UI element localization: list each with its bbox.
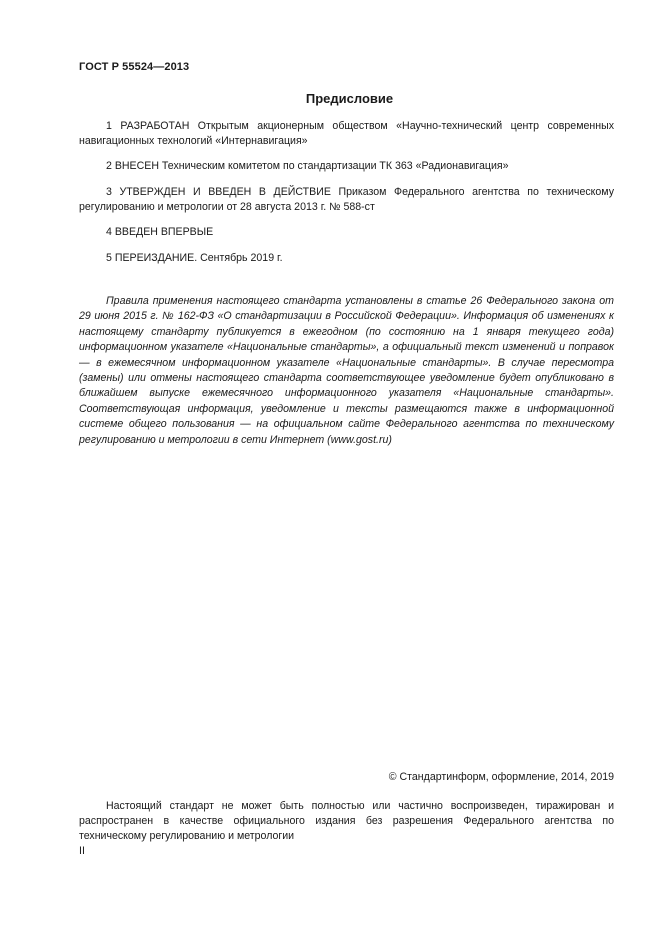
foreword-item-2: 2 ВНЕСЕН Техническим комитетом по стандартизации ТК 363 «Радионавигация» [106, 160, 509, 172]
section-title: Предисловие [305, 91, 394, 106]
standard-header: ГОСТ Р 55524—2013 [79, 61, 190, 73]
foreword-item-3: 3 УТВЕРЖДЕН И ВВЕДЕН В ДЕЙСТВИЕ Приказом Федерального агентства по техническому регулированию и метрологии от 28 августа 2013 г. № 588-ст [79, 186, 614, 213]
foreword-item-4: 4 ВВЕДЕН ВПЕРВЫЕ [106, 226, 214, 238]
foreword-item-1: 1 РАЗРАБОТАН Открытым акционерным обществом «Научно-технический центр современных навигационных технологий «Интернавигация» [79, 120, 614, 147]
application-rules-notice: Правила применения настоящего стандарта установлены в статье 26 Федерального закона от 29 июня 2015 г. № 162-ФЗ «О стандартизации в Российской Федерации». Информация об изменениях к настоящему стандарту публикуется в ежегодном (по состоянию на 1 января текущего года) информационном указателе «Национальные стандарты», а официальный текст изменений и поправок — в ежемесячном информационном указателе «Национальные стандарты». В случае пересмотра (замены) или отмены настоящего стандарта соответствующее уведомление будет опубликовано в ближайшем выпуске ежемесячного информационного указателя «Национальные стандарты». Соответствующая информация, уведомление и тексты размещаются также в информационной системе общего пользования — на официальном сайте Федерального агентства по техническому регулированию и метрологии в сети Интернет (www.gost.ru) [79, 295, 614, 446]
copyright-line: © Стандартинформ, оформление, 2014, 2019 [388, 771, 614, 783]
rights-notice: Настоящий стандарт не может быть полностью или частично воспроизведен, тиражирован и распространен в качестве официального издания без разрешения Федерального агентства по техническому регулированию и метрологии [79, 800, 614, 842]
foreword-item-5: 5 ПЕРЕИЗДАНИЕ. Сентябрь 2019 г. [106, 252, 283, 264]
page-number: II [79, 845, 85, 857]
